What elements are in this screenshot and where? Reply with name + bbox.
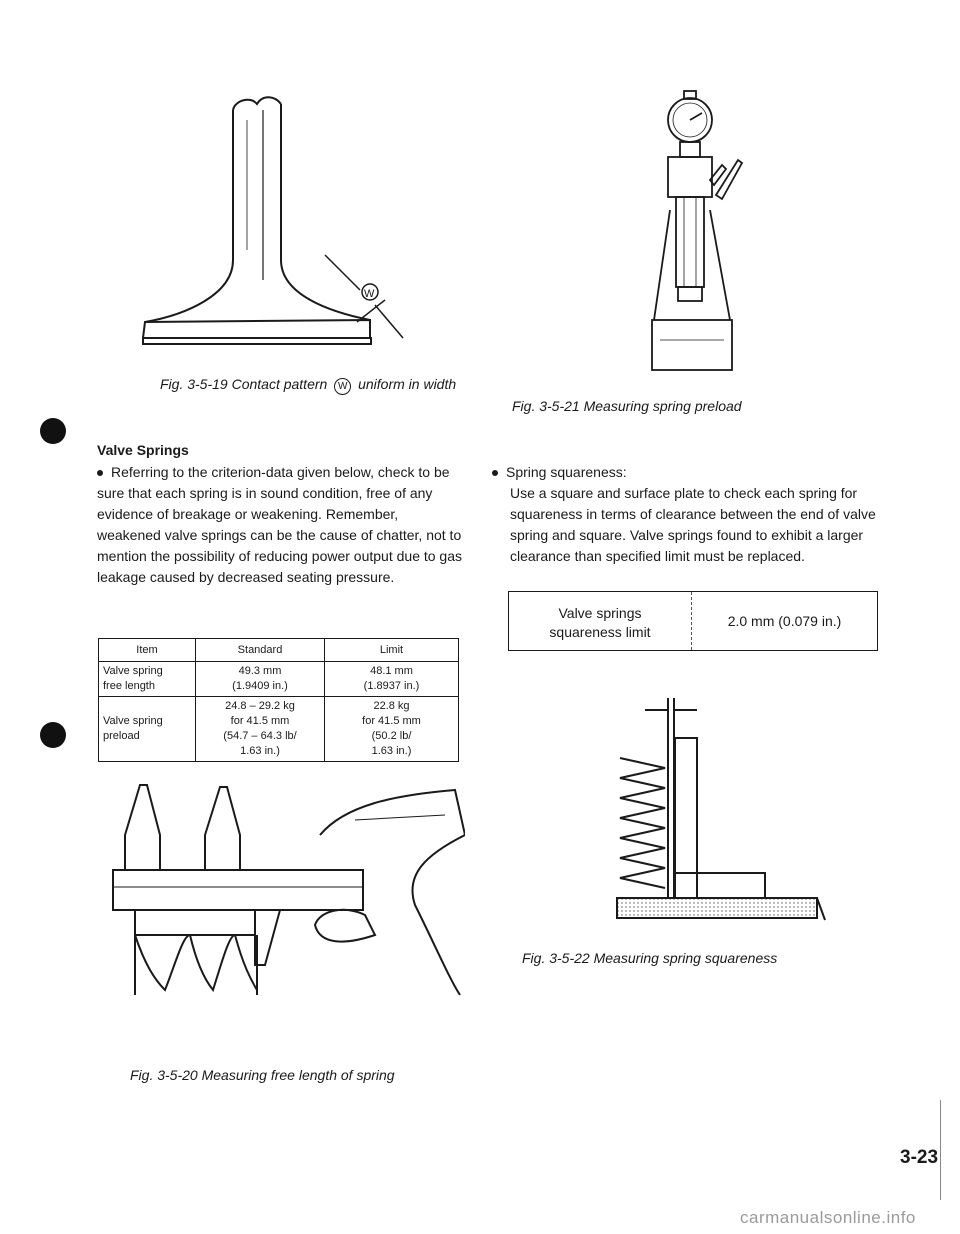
squareness-bullet-body: Use a square and surface plate to check each spring for squareness in terms of clearance between the end of valve spring and square. Valve springs found to exhibit a larger clearance than specified limit must be replaced.: [510, 485, 876, 564]
fig-21-caption: Fig. 3-5-21 Measuring spring preload: [512, 398, 742, 414]
page-number: 3-23: [900, 1147, 939, 1168]
valve-contact-pattern-figure: [135, 90, 465, 355]
table-header-standard: Standard: [196, 639, 325, 662]
fig-19-caption: [160, 376, 456, 395]
valve-springs-paragraph: [97, 462, 462, 588]
table-cell-item: Valve spring preload: [99, 697, 196, 762]
fig-20-caption: Fig. 3-5-20 Measuring free length of spring: [130, 1067, 395, 1083]
fig-19-caption-post: uniform in width: [358, 376, 457, 392]
table-row: [99, 697, 459, 762]
bullet-icon: [97, 470, 103, 476]
valve-spring-spec-table: [98, 638, 459, 762]
fig-22-caption: Fig. 3-5-22 Measuring spring squareness: [522, 950, 778, 966]
fig-19-caption-pre: Fig. 3-5-19 Contact pattern: [160, 376, 328, 392]
spring-squareness-paragraph: [492, 462, 878, 567]
caliper-free-length-figure: [105, 775, 465, 1015]
punch-hole-top: [40, 418, 66, 444]
punch-hole-bottom: [40, 722, 66, 748]
table-row: [99, 662, 459, 697]
table-header-item: Item: [99, 639, 196, 662]
squareness-limit-box: [508, 591, 878, 651]
valve-springs-heading: Valve Springs: [97, 442, 189, 458]
watermark: carmanualsonline.info: [740, 1208, 916, 1227]
spring-squareness-figure: [605, 698, 835, 928]
squareness-limit-value: 2.0 mm (0.079 in.): [727, 613, 842, 629]
table-cell-limit: 48.1 mm (1.8937 in.): [325, 662, 459, 697]
table-cell-limit: 22.8 kg for 41.5 mm (50.2 lb/ 1.63 in.): [325, 697, 459, 762]
squareness-limit-label: Valve springs squareness limit: [509, 592, 692, 650]
spring-preload-tester-figure: [640, 85, 760, 380]
table-cell-standard: 49.3 mm (1.9409 in.): [196, 662, 325, 697]
table-header-row: [99, 639, 459, 662]
page-edge-line: [940, 1100, 941, 1200]
bullet-icon: [492, 470, 498, 476]
table-cell-item: Valve spring free length: [99, 662, 196, 697]
valve-springs-bullet-text: Referring to the criterion-data given below, check to be sure that each spring is in sound condition, free of any evidence of breakage or weakening. Remember, weakened valve springs can be the cause of chatter, not to mention the possibility of reducing power output due to gas leakage caused by decreased seating pressure.: [97, 464, 463, 585]
svg-text:W: W: [364, 288, 375, 300]
w-marker-icon: W: [334, 378, 351, 395]
table-header-limit: Limit: [325, 639, 459, 662]
squareness-bullet-title: Spring squareness:: [506, 464, 627, 480]
table-cell-standard: 24.8 – 29.2 kg for 41.5 mm (54.7 – 64.3 lb/ 1.63 in.): [196, 697, 325, 762]
